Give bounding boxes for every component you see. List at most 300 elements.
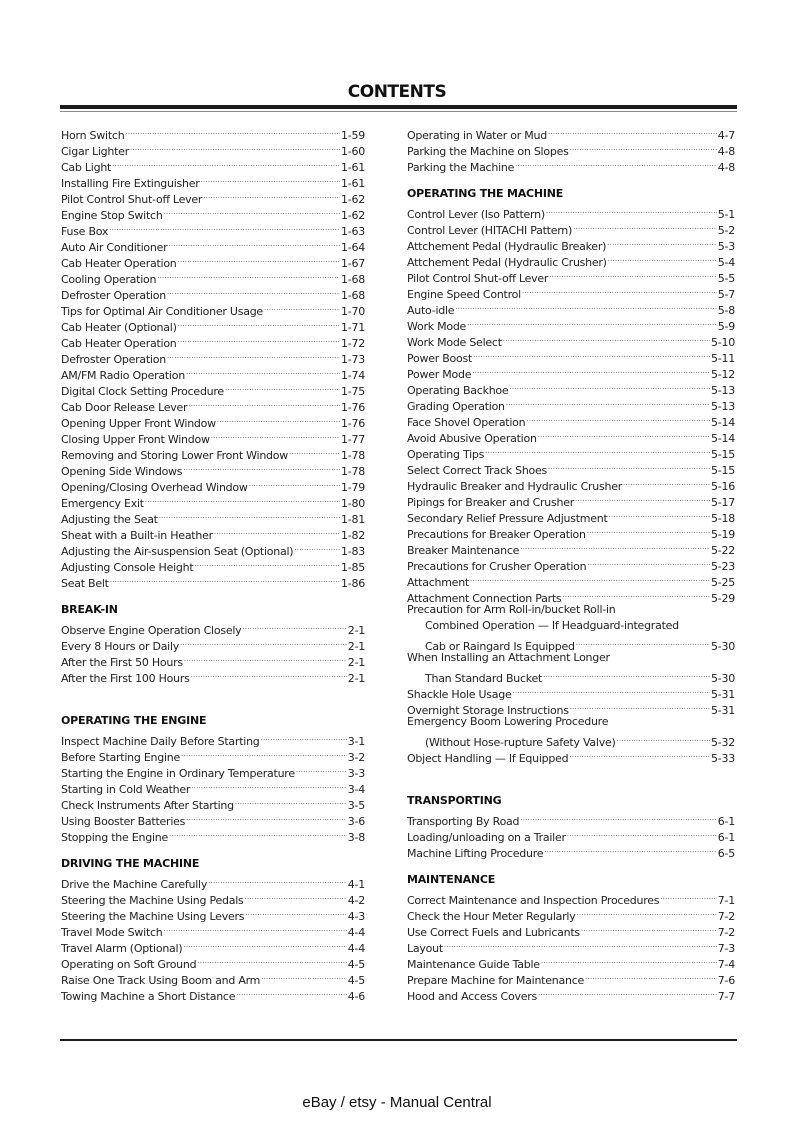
toc-page-number: 5-30 xyxy=(711,640,735,653)
dot-leader xyxy=(520,538,710,554)
dot-leader xyxy=(183,459,340,475)
toc-entry-label: Operating on Soft Ground xyxy=(61,958,197,971)
toc-entry-label: Stopping the Engine xyxy=(61,831,168,844)
toc-entry-label: Inspect Machine Daily Before Starting xyxy=(61,735,260,748)
toc-page-number: 5-11 xyxy=(711,352,735,365)
dot-leader xyxy=(577,904,717,920)
dot-leader xyxy=(520,809,717,825)
toc-page-number: 5-16 xyxy=(711,480,735,493)
toc-entry[interactable] xyxy=(407,202,735,221)
toc-entry[interactable] xyxy=(407,888,735,907)
dot-leader xyxy=(617,730,711,746)
dot-leader xyxy=(538,426,710,442)
toc-entry-label: Towing Machine a Short Distance xyxy=(61,990,236,1003)
dot-leader xyxy=(167,347,340,363)
toc-entry-label: Cab Heater Operation xyxy=(61,337,177,350)
toc-page-number: 1-85 xyxy=(341,561,365,574)
dot-leader xyxy=(188,395,340,411)
dot-leader xyxy=(543,666,710,682)
toc-page-number: 5-23 xyxy=(711,560,735,573)
toc-entry-label: Adjusting Console Height xyxy=(61,561,194,574)
dot-leader xyxy=(235,793,347,809)
toc-page-number: 1-72 xyxy=(341,337,365,350)
toc-page-number: 1-77 xyxy=(341,433,365,446)
dot-leader xyxy=(623,474,710,490)
toc-page-number: 3-3 xyxy=(347,767,365,780)
toc-entry-label: Cab Door Release Lever xyxy=(61,401,188,414)
dot-leader xyxy=(249,475,340,491)
toc-page-number: 7-3 xyxy=(717,942,735,955)
toc-page-number: 5-19 xyxy=(711,528,735,541)
toc-entry-label: Attachment xyxy=(407,576,469,589)
toc-page-number: 1-68 xyxy=(341,289,365,302)
dot-leader xyxy=(194,555,340,571)
header-rule-thin xyxy=(60,111,737,112)
toc-entry-label: Shackle Hole Usage xyxy=(407,688,512,701)
toc-entry-label: Drive the Machine Carefully xyxy=(61,878,208,891)
toc-entry-label: Digital Clock Setting Procedure xyxy=(61,385,224,398)
toc-page-number: 5-18 xyxy=(711,512,735,525)
toc-entry-label: Observe Engine Operation Closely xyxy=(61,624,242,637)
dot-leader xyxy=(562,586,710,602)
dot-leader xyxy=(109,219,340,235)
toc-entry[interactable] xyxy=(407,730,735,749)
dot-leader xyxy=(538,984,717,1000)
toc-page-number: 2-1 xyxy=(347,624,365,637)
toc-entry-label: Precaution for Arm Roll-in/bucket Roll-in xyxy=(407,603,616,616)
toc-entry-label: Machine Lifting Procedure xyxy=(407,847,544,860)
toc-entry-label: Attchement Pedal (Hydraulic Crusher) xyxy=(407,256,607,269)
toc-entry-label: Closing Upper Front Window xyxy=(61,433,210,446)
toc-page-number: 4-4 xyxy=(347,942,365,955)
footer-rule xyxy=(60,1039,737,1041)
dot-leader xyxy=(201,171,340,187)
dot-leader xyxy=(186,809,347,825)
toc-entry-label: When Installing an Attachment Longer xyxy=(407,651,610,664)
toc-entry-label: Cab or Raingard Is Equipped xyxy=(425,640,575,653)
toc-page-number: 5-17 xyxy=(711,496,735,509)
toc-entry[interactable] xyxy=(61,872,365,891)
dot-leader xyxy=(164,203,340,219)
toc-entry-label: Seat Belt xyxy=(61,577,109,590)
toc-entry-label: Installing Fire Extinguisher xyxy=(61,177,200,190)
dot-leader xyxy=(585,968,717,984)
dot-leader xyxy=(164,920,347,936)
toc-entry-label: Work Mode xyxy=(407,320,467,333)
section-heading: MAINTENANCE xyxy=(407,873,496,886)
toc-entry-label: Raise One Track Using Boom and Arm xyxy=(61,974,261,987)
dot-leader xyxy=(181,745,347,761)
toc-entry-label: Select Correct Track Shoes xyxy=(407,464,548,477)
toc-page-number: 3-8 xyxy=(347,831,365,844)
toc-page-number: 5-30 xyxy=(711,672,735,685)
toc-entry-label: Pipings for Breaker and Crusher xyxy=(407,496,574,509)
toc-entry-label: Secondary Relief Pressure Adjustment xyxy=(407,512,608,525)
dot-leader xyxy=(587,522,710,538)
toc-entry-label: Cooling Operation xyxy=(61,273,157,286)
dot-leader xyxy=(184,650,347,666)
toc-entry-label: Travel Mode Switch xyxy=(61,926,163,939)
dot-leader xyxy=(197,952,346,968)
toc-entry[interactable] xyxy=(407,936,735,955)
toc-entry[interactable] xyxy=(407,602,735,618)
toc-entry-label: Steering the Machine Using Levers xyxy=(61,910,245,923)
toc-entry-label: Using Booster Batteries xyxy=(61,815,186,828)
dot-leader xyxy=(608,250,717,266)
toc-page-number: 3-4 xyxy=(347,783,365,796)
toc-entry-label: Operating in Water or Mud xyxy=(407,129,547,142)
dot-leader xyxy=(548,123,717,139)
toc-entry-label: Loading/unloading on a Trailer xyxy=(407,831,566,844)
toc-entry-label: Engine Speed Control xyxy=(407,288,521,301)
toc-page-number: 1-86 xyxy=(341,577,365,590)
toc-entry-label: Emergency Boom Lowering Procedure xyxy=(407,715,609,728)
toc-page-number: 5-33 xyxy=(711,752,735,765)
toc-entry-label: Correct Maintenance and Inspection Procedures xyxy=(407,894,660,907)
toc-entry[interactable] xyxy=(61,618,365,637)
toc-entry-label: Use Correct Fuels and Lubricants xyxy=(407,926,580,939)
toc-page-number: 1-61 xyxy=(341,177,365,190)
dot-leader xyxy=(225,379,340,395)
dot-leader xyxy=(245,888,347,904)
toc-page-number: 1-60 xyxy=(341,145,365,158)
dot-leader xyxy=(472,362,710,378)
dot-leader xyxy=(261,968,347,984)
toc-page-number: 4-6 xyxy=(347,990,365,1003)
toc-page-number: 7-4 xyxy=(717,958,735,971)
toc-entry-label: Pilot Control Shut-off Lever xyxy=(61,193,203,206)
section-heading: DRIVING THE MACHINE xyxy=(61,857,200,870)
toc-entry-label: Control Lever (Iso Pattern) xyxy=(407,208,545,221)
dot-leader xyxy=(513,682,711,698)
toc-page-number: 4-2 xyxy=(347,894,365,907)
toc-entry-label: Removing and Storing Lower Front Window xyxy=(61,449,289,462)
dot-leader xyxy=(236,984,347,1000)
toc-entry-label: Hydraulic Breaker and Hydraulic Crusher xyxy=(407,480,623,493)
dot-leader xyxy=(110,571,340,587)
footer-text: eBay / etsy - Manual Central xyxy=(302,1094,492,1111)
dot-leader xyxy=(242,618,346,634)
toc-page-number: 1-75 xyxy=(341,385,365,398)
toc-entry-label: Power Mode xyxy=(407,368,472,381)
dot-leader xyxy=(549,266,717,282)
page-title: CONTENTS xyxy=(347,82,447,102)
dot-leader xyxy=(575,490,710,506)
toc-page-number: 4-5 xyxy=(347,958,365,971)
toc-entry-label: Adjusting the Seat xyxy=(61,513,158,526)
toc-entry-label: Parking the Machine xyxy=(407,161,515,174)
dot-leader xyxy=(186,363,340,379)
dot-leader xyxy=(573,218,717,234)
toc-page-number: 4-8 xyxy=(717,145,735,158)
dot-leader xyxy=(567,825,717,841)
dot-leader xyxy=(609,506,710,522)
toc-page-number: 6-1 xyxy=(717,815,735,828)
dot-leader xyxy=(159,507,340,523)
toc-page-number: 5-7 xyxy=(717,288,735,301)
toc-entry[interactable] xyxy=(407,298,735,317)
toc-entry[interactable] xyxy=(407,650,735,666)
dot-leader xyxy=(509,378,710,394)
toc-page-number: 5-13 xyxy=(711,384,735,397)
toc-page-number: 4-8 xyxy=(717,161,735,174)
toc-entry-label: Opening Upper Front Window xyxy=(61,417,216,430)
toc-page-number: 1-62 xyxy=(341,209,365,222)
dot-leader xyxy=(587,554,710,570)
section-heading: OPERATING THE ENGINE xyxy=(61,714,207,727)
toc-page-number: 7-2 xyxy=(717,926,735,939)
toc-entry-label: Cab Heater (Optional) xyxy=(61,321,177,334)
toc-page-number: 1-78 xyxy=(341,465,365,478)
toc-entry-label: Tips for Optimal Air Conditioner Usage xyxy=(61,305,263,318)
toc-entry-label: After the First 50 Hours xyxy=(61,656,183,669)
dot-leader xyxy=(548,458,710,474)
dot-leader xyxy=(485,442,710,458)
dot-leader xyxy=(191,666,347,682)
toc-page-number: 1-68 xyxy=(341,273,365,286)
toc-page-number: 4-5 xyxy=(347,974,365,987)
dot-leader xyxy=(522,282,717,298)
toc-page-number: 1-76 xyxy=(341,417,365,430)
dot-leader xyxy=(178,315,340,331)
toc-page-number: 5-14 xyxy=(711,432,735,445)
toc-page-number: 2-1 xyxy=(347,672,365,685)
toc-entry-label: Cab Heater Operation xyxy=(61,257,177,270)
toc-entry[interactable] xyxy=(407,618,735,634)
toc-page-number: 3-2 xyxy=(347,751,365,764)
toc-entry-label: After the First 100 Hours xyxy=(61,672,190,685)
toc-entry[interactable] xyxy=(407,123,735,142)
toc-entry[interactable] xyxy=(407,314,735,333)
toc-entry[interactable] xyxy=(407,714,735,730)
toc-page-number: 1-82 xyxy=(341,529,365,542)
toc-entry-label: Avoid Abusive Operation xyxy=(407,432,537,445)
toc-entry[interactable] xyxy=(407,809,735,828)
section-heading: TRANSPORTING xyxy=(407,794,502,807)
toc-page-number: 5-4 xyxy=(717,256,735,269)
dot-leader xyxy=(178,251,341,267)
toc-entry-label: Before Starting Engine xyxy=(61,751,181,764)
toc-entry-label: Hood and Access Covers xyxy=(407,990,537,1003)
toc-page-number: 5-31 xyxy=(711,688,735,701)
toc-page-number: 5-25 xyxy=(711,576,735,589)
toc-entry-label: Precautions for Breaker Operation xyxy=(407,528,586,541)
dot-leader xyxy=(660,888,717,904)
toc-page-number: 3-6 xyxy=(347,815,365,828)
toc-page-number: 1-61 xyxy=(341,161,365,174)
dot-leader xyxy=(569,746,710,762)
toc-entry-label: Pilot Control Shut-off Lever xyxy=(407,272,549,285)
toc-entry-label: Cab Light xyxy=(61,161,112,174)
toc-entry-label: Overnight Storage Instructions xyxy=(407,704,569,717)
dot-leader xyxy=(444,936,717,952)
toc-entry-label: Check Instruments After Starting xyxy=(61,799,234,812)
dot-leader xyxy=(167,283,340,299)
dot-leader xyxy=(191,777,347,793)
section-heading: OPERATING THE MACHINE xyxy=(407,187,564,200)
dot-leader xyxy=(581,920,717,936)
toc-page-number: 6-1 xyxy=(717,831,735,844)
header-rule-thick xyxy=(60,105,737,109)
toc-entry-label: Layout xyxy=(407,942,443,955)
toc-page-number: 3-1 xyxy=(347,735,365,748)
toc-entry-label: Control Lever (HITACHI Pattern) xyxy=(407,224,573,237)
dot-leader xyxy=(467,314,717,330)
toc-page-number: 5-13 xyxy=(711,400,735,413)
toc-page-number: 5-15 xyxy=(711,448,735,461)
toc-entry-label: Than Standard Bucket xyxy=(425,672,543,685)
toc-page-number: 1-63 xyxy=(341,225,365,238)
toc-page-number: 4-4 xyxy=(347,926,365,939)
dot-leader xyxy=(261,729,347,745)
toc-page-number: 4-7 xyxy=(717,129,735,142)
toc-page-number: 1-76 xyxy=(341,401,365,414)
toc-page-number: 1-79 xyxy=(341,481,365,494)
toc-entry-label: Auto-idle xyxy=(407,304,455,317)
dot-leader xyxy=(503,330,710,346)
toc-page-number: 5-12 xyxy=(711,368,735,381)
toc-page-number: 5-1 xyxy=(717,208,735,221)
toc-entry-label: (Without Hose-rupture Safety Valve) xyxy=(425,736,616,749)
toc-entry-label: Parking the Machine on Slopes xyxy=(407,145,569,158)
dot-leader xyxy=(470,570,710,586)
dot-leader xyxy=(130,139,340,155)
toc-page-number: 7-2 xyxy=(717,910,735,923)
dot-leader xyxy=(180,634,347,650)
dot-leader xyxy=(570,698,710,714)
dot-leader xyxy=(214,523,340,539)
dot-leader xyxy=(183,936,346,952)
toc-page-number: 5-2 xyxy=(717,224,735,237)
toc-page-number: 5-3 xyxy=(717,240,735,253)
dot-leader xyxy=(264,299,340,315)
toc-entry[interactable] xyxy=(61,729,365,748)
toc-page-number: 7-1 xyxy=(717,894,735,907)
toc-right-column xyxy=(407,123,735,1003)
toc-page-number: 5-31 xyxy=(711,704,735,717)
toc-entry-label: Horn Switch xyxy=(61,129,125,142)
toc-page-number: 1-83 xyxy=(341,545,365,558)
toc-entry-label: Sheat with a Built-in Heather xyxy=(61,529,213,542)
dot-leader xyxy=(541,952,717,968)
toc-entry[interactable] xyxy=(407,666,735,685)
toc-entry-label: Check the Hour Meter Regularly xyxy=(407,910,576,923)
toc-page-number: 1-80 xyxy=(341,497,365,510)
toc-page-number: 7-6 xyxy=(717,974,735,987)
toc-entry-label: Starting in Cold Weather xyxy=(61,783,191,796)
toc-entry-label: AM/FM Radio Operation xyxy=(61,369,185,382)
toc-entry-label: Attachment Connection Parts xyxy=(407,592,562,605)
dot-leader xyxy=(506,394,710,410)
dot-leader xyxy=(168,235,340,251)
toc-page-number: 4-3 xyxy=(347,910,365,923)
toc-page-number: 5-9 xyxy=(717,320,735,333)
dot-leader xyxy=(546,202,717,218)
toc-entry-label: Face Shovel Operation xyxy=(407,416,526,429)
toc-page-number: 3-5 xyxy=(347,799,365,812)
dot-leader xyxy=(570,139,717,155)
toc-entry-label: Steering the Machine Using Pedals xyxy=(61,894,244,907)
toc-entry[interactable] xyxy=(407,952,735,971)
toc-page-number: 1-67 xyxy=(341,257,365,270)
toc-page-number: 1-59 xyxy=(341,129,365,142)
dot-leader xyxy=(526,410,710,426)
toc-page-number: 2-1 xyxy=(347,640,365,653)
toc-entry-label: Work Mode Select xyxy=(407,336,502,349)
toc-entry-label: Power Boost xyxy=(407,352,473,365)
dot-leader xyxy=(294,539,340,555)
dot-leader xyxy=(289,443,340,459)
toc-page-number: 4-1 xyxy=(347,878,365,891)
dot-leader xyxy=(125,123,340,139)
toc-page-number: 1-81 xyxy=(341,513,365,526)
toc-entry[interactable] xyxy=(407,634,735,653)
toc-page-number: 5-22 xyxy=(711,544,735,557)
toc-page-number: 5-32 xyxy=(711,736,735,749)
toc-entry-label: Opening Side Windows xyxy=(61,465,183,478)
dot-leader xyxy=(576,634,710,650)
toc-page-number: 5-29 xyxy=(711,592,735,605)
toc-entry-label: Combined Operation — If Headguard-integrated xyxy=(425,619,679,632)
dot-leader xyxy=(178,331,341,347)
toc-page-number: 5-14 xyxy=(711,416,735,429)
dot-leader xyxy=(157,267,340,283)
dot-leader xyxy=(245,904,347,920)
dot-leader xyxy=(169,825,347,841)
toc-entry-label: Travel Alarm (Optional) xyxy=(61,942,183,955)
toc-entry-label: Adjusting the Air-suspension Seat (Optional) xyxy=(61,545,294,558)
dot-leader xyxy=(145,491,340,507)
toc-page-number: 5-5 xyxy=(717,272,735,285)
toc-entry-label: Auto Air Conditioner xyxy=(61,241,168,254)
toc-page-number: 1-73 xyxy=(341,353,365,366)
dot-leader xyxy=(473,346,710,362)
dot-leader xyxy=(515,155,717,171)
toc-page-number: 5-10 xyxy=(711,336,735,349)
toc-entry-label: Fuse Box xyxy=(61,225,109,238)
section-heading: BREAK-IN xyxy=(61,603,118,616)
toc-left-column xyxy=(61,123,365,1003)
toc-entry[interactable] xyxy=(61,123,365,142)
toc-entry-label: Defroster Operation xyxy=(61,353,166,366)
toc-entry-label: Grading Operation xyxy=(407,400,505,413)
dot-leader xyxy=(211,427,340,443)
dot-leader xyxy=(208,872,347,888)
dot-leader xyxy=(217,411,340,427)
dot-leader xyxy=(296,761,347,777)
toc-entry-label: Operating Backhoe xyxy=(407,384,509,397)
toc-entry-label: Breaker Maintenance xyxy=(407,544,520,557)
toc-page-number: 1-62 xyxy=(341,193,365,206)
toc-entry-label: Defroster Operation xyxy=(61,289,166,302)
toc-page-number: 1-71 xyxy=(341,321,365,334)
toc-page-number: 6-5 xyxy=(717,847,735,860)
dot-leader xyxy=(112,155,340,171)
toc-entry-label: Precautions for Crusher Operation xyxy=(407,560,587,573)
toc-entry-label: Transporting By Road xyxy=(407,815,520,828)
toc-entry-label: Attchement Pedal (Hydraulic Breaker) xyxy=(407,240,607,253)
toc-page-number: 7-7 xyxy=(717,990,735,1003)
dot-leader xyxy=(607,234,717,250)
toc-page-number: 1-74 xyxy=(341,369,365,382)
toc-entry-label: Object Handling — If Equipped xyxy=(407,752,569,765)
toc-page-number: 5-15 xyxy=(711,464,735,477)
toc-page-number: 1-64 xyxy=(341,241,365,254)
toc-entry-label: Prepare Machine for Maintenance xyxy=(407,974,585,987)
dot-leader xyxy=(455,298,716,314)
toc-entry-label: Operating Tips xyxy=(407,448,485,461)
toc-entry-label: Starting the Engine in Ordinary Temperature xyxy=(61,767,295,780)
